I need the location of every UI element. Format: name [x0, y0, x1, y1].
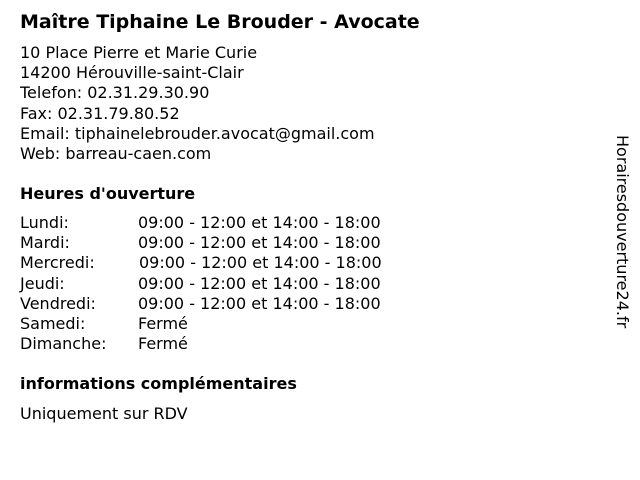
hours-heading: Heures d'ouverture [20, 184, 196, 203]
hours-day: Samedi: [20, 313, 86, 333]
hours-time: Fermé [138, 334, 188, 354]
hours-row-tuesday [20, 233, 440, 253]
hours-time: Fermé [138, 313, 188, 333]
hours-day: Jeudi: [20, 273, 65, 293]
address-street: 10 Place Pierre et Marie Curie [20, 43, 258, 62]
hours-row-saturday [20, 314, 440, 334]
extra-info-heading: informations complémentaires [20, 374, 297, 393]
hours-row-wednesday [20, 253, 440, 273]
hours-time: 09:00 - 12:00 et 14:00 - 18:00 [138, 293, 381, 313]
hours-day: Mercredi: [20, 253, 95, 273]
hours-day: Dimanche: [20, 334, 107, 354]
extra-info-text: Uniquement sur RDV [20, 404, 188, 423]
hours-row-friday [20, 294, 440, 314]
hours-table [20, 213, 440, 354]
website: Web: barreau-caen.com [20, 143, 212, 163]
page-title: Maître Tiphaine Le Brouder - Avocate [20, 11, 420, 33]
hours-time: 09:00 - 12:00 et 14:00 - 18:00 [138, 273, 381, 293]
address-city: 14200 Hérouville-saint-Clair [20, 63, 244, 83]
phone-number: Telefon: 02.31.29.30.90 [20, 83, 210, 103]
hours-time: 09:00 - 12:00 et 14:00 - 18:00 [139, 253, 382, 273]
contact-block [20, 43, 375, 164]
hours-time: 09:00 - 12:00 et 14:00 - 18:00 [138, 233, 381, 253]
site-watermark: Horairesdouverture24.fr [613, 135, 632, 329]
hours-day: Mardi: [20, 233, 70, 253]
hours-row-thursday [20, 274, 440, 294]
fax-number: Fax: 02.31.79.80.52 [20, 103, 180, 123]
hours-day: Vendredi: [20, 293, 96, 313]
hours-time: 09:00 - 12:00 et 14:00 - 18:00 [138, 213, 381, 232]
hours-row-sunday [20, 334, 440, 354]
email-address: Email: tiphainelebrouder.avocat@gmail.com [20, 123, 375, 143]
hours-day: Lundi: [20, 213, 69, 232]
hours-row-monday [20, 213, 440, 233]
